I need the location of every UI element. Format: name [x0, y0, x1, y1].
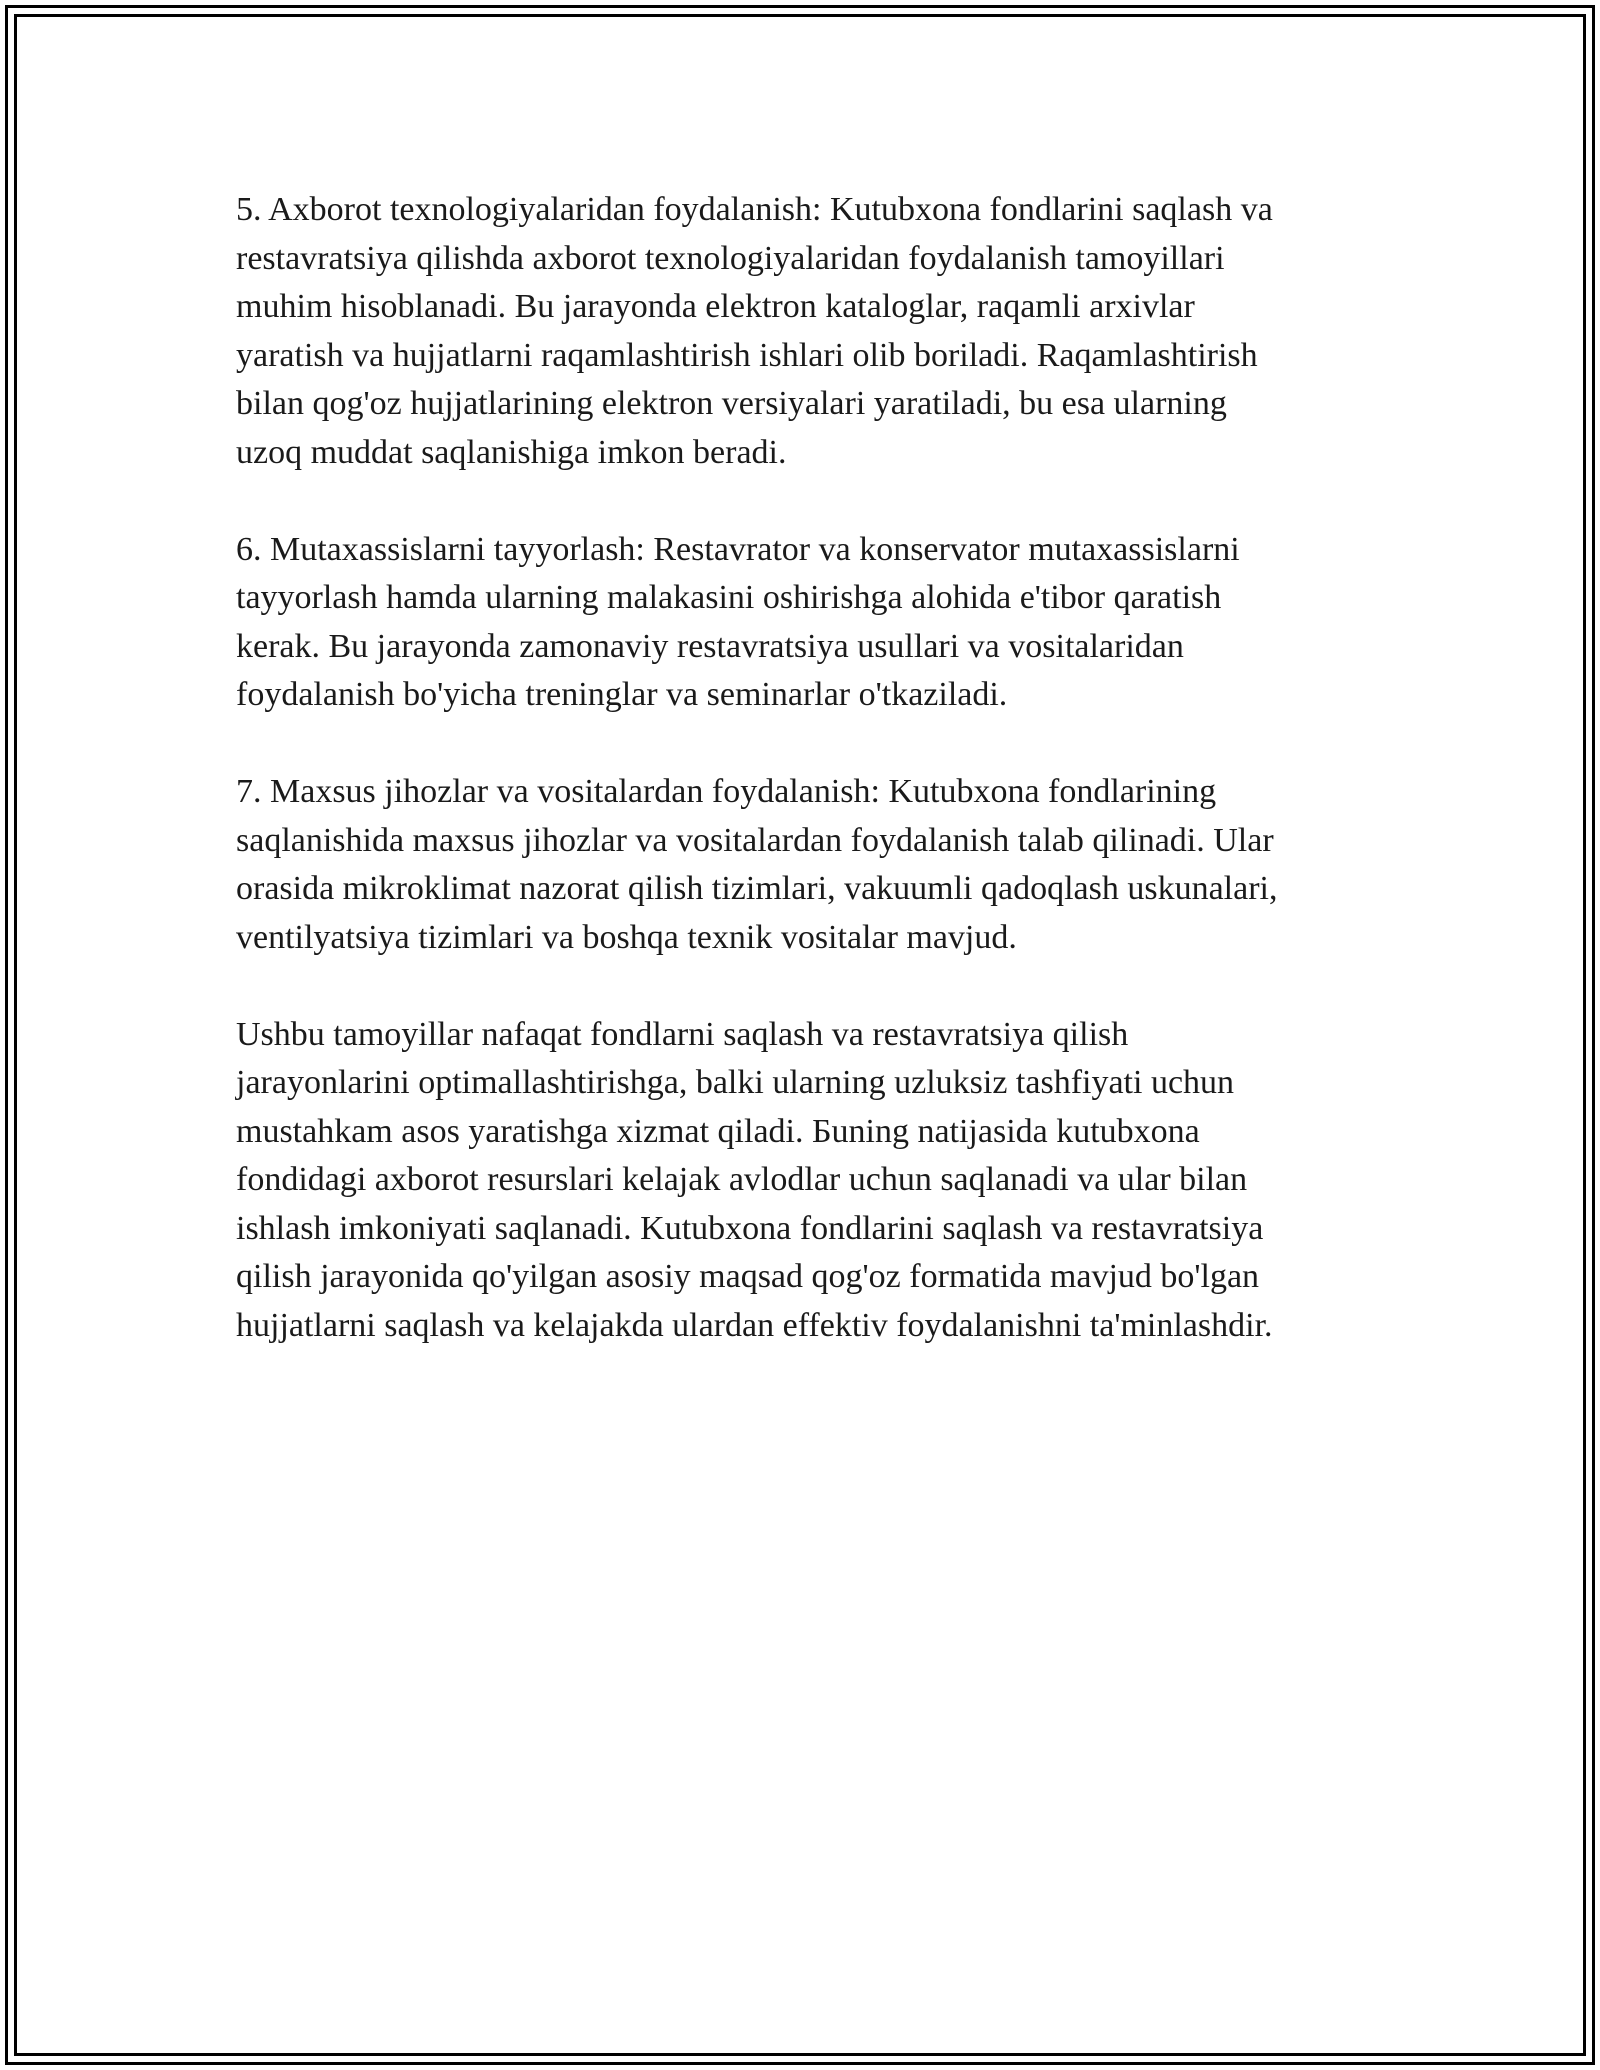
text-line: saqlanishida maxsus jihozlar va vositalardan foydalanish talab qilinadi. Ular: [236, 821, 1274, 859]
document-body: [236, 186, 1386, 1399]
paragraph-specialist-training: [236, 526, 1386, 720]
text-line: Ushbu tamoyillar nafaqat fondlarni saqlash va restavratsiya qilish: [236, 1015, 1129, 1053]
text-line: mustahkam asos yaratishga xizmat qiladi. Бuning natijasida kutubxona: [236, 1112, 1200, 1150]
text-line: muhim hisoblanadi. Bu jarayonda elektron kataloglar, raqamli arxivlar: [236, 288, 1195, 325]
text-line: bilan qog'oz hujjatlarining elektron versiyalari yaratiladi, bu esa ularning: [236, 385, 1227, 422]
text-line: ishlash imkoniyati saqlanadi. Kutubxona fondlarini saqlash va restavratsiya: [236, 1209, 1264, 1247]
paragraph-information-technology: [236, 186, 1386, 477]
text-line: ventilyatsiya tizimlari va boshqa texnik vositalar mavjud.: [236, 918, 1017, 956]
paragraph-special-equipment: [236, 768, 1386, 962]
text-line: orasida mikroklimat nazorat qilish tizimlari, vakuumli qadoqlash uskunalari,: [236, 870, 1278, 907]
text-line: kerak. Bu jarayonda zamonaviy restavratsiya usullari va vositalaridan: [236, 627, 1184, 665]
text-line: restavratsiya qilishda axborot texnologiyalaridan foydalanish tamoyillari: [236, 239, 1225, 277]
text-line: 7. Maxsus jihozlar va vositalardan foydalanish: Kutubxona fondlarining: [236, 773, 1217, 810]
text-line: uzoq muddat saqlanishiga imkon beradi.: [236, 433, 787, 471]
text-line: yaratish va hujjatlarni raqamlashtirish ishlari olib boriladi. Raqamlashtirish: [236, 336, 1258, 374]
text-line: 5. Axborot texnologiyalaridan foydalanish: Kutubxona fondlarini saqlash va: [236, 191, 1273, 228]
text-line: fondidagi axborot resurslari kelajak avlodlar uchun saqlanadi va ular bilan: [236, 1161, 1248, 1198]
paragraph-conclusion: [236, 1011, 1386, 1351]
text-line: hujjatlarni saqlash va kelajakda ulardan effektiv foydalanishni ta'minlashdir.: [236, 1306, 1273, 1344]
text-line: jarayonlarini optimallashtirishga, balki ularning uzluksiz tashfiyati uchun: [236, 1064, 1235, 1101]
text-line: tayyorlash hamda ularning malakasini oshirishga alohida e'tibor qaratish: [236, 579, 1222, 616]
text-line: qilish jarayonida qo'yilgan asosiy maqsad qog'oz formatida mavjud bo'lgan: [236, 1258, 1260, 1295]
text-line: foydalanish bo'yicha treninglar va seminarlar o'tkaziladi.: [236, 676, 1008, 713]
text-line: 6. Mutaxassislarni tayyorlash: Restavrator va konservator mutaxassislarni: [236, 530, 1240, 568]
